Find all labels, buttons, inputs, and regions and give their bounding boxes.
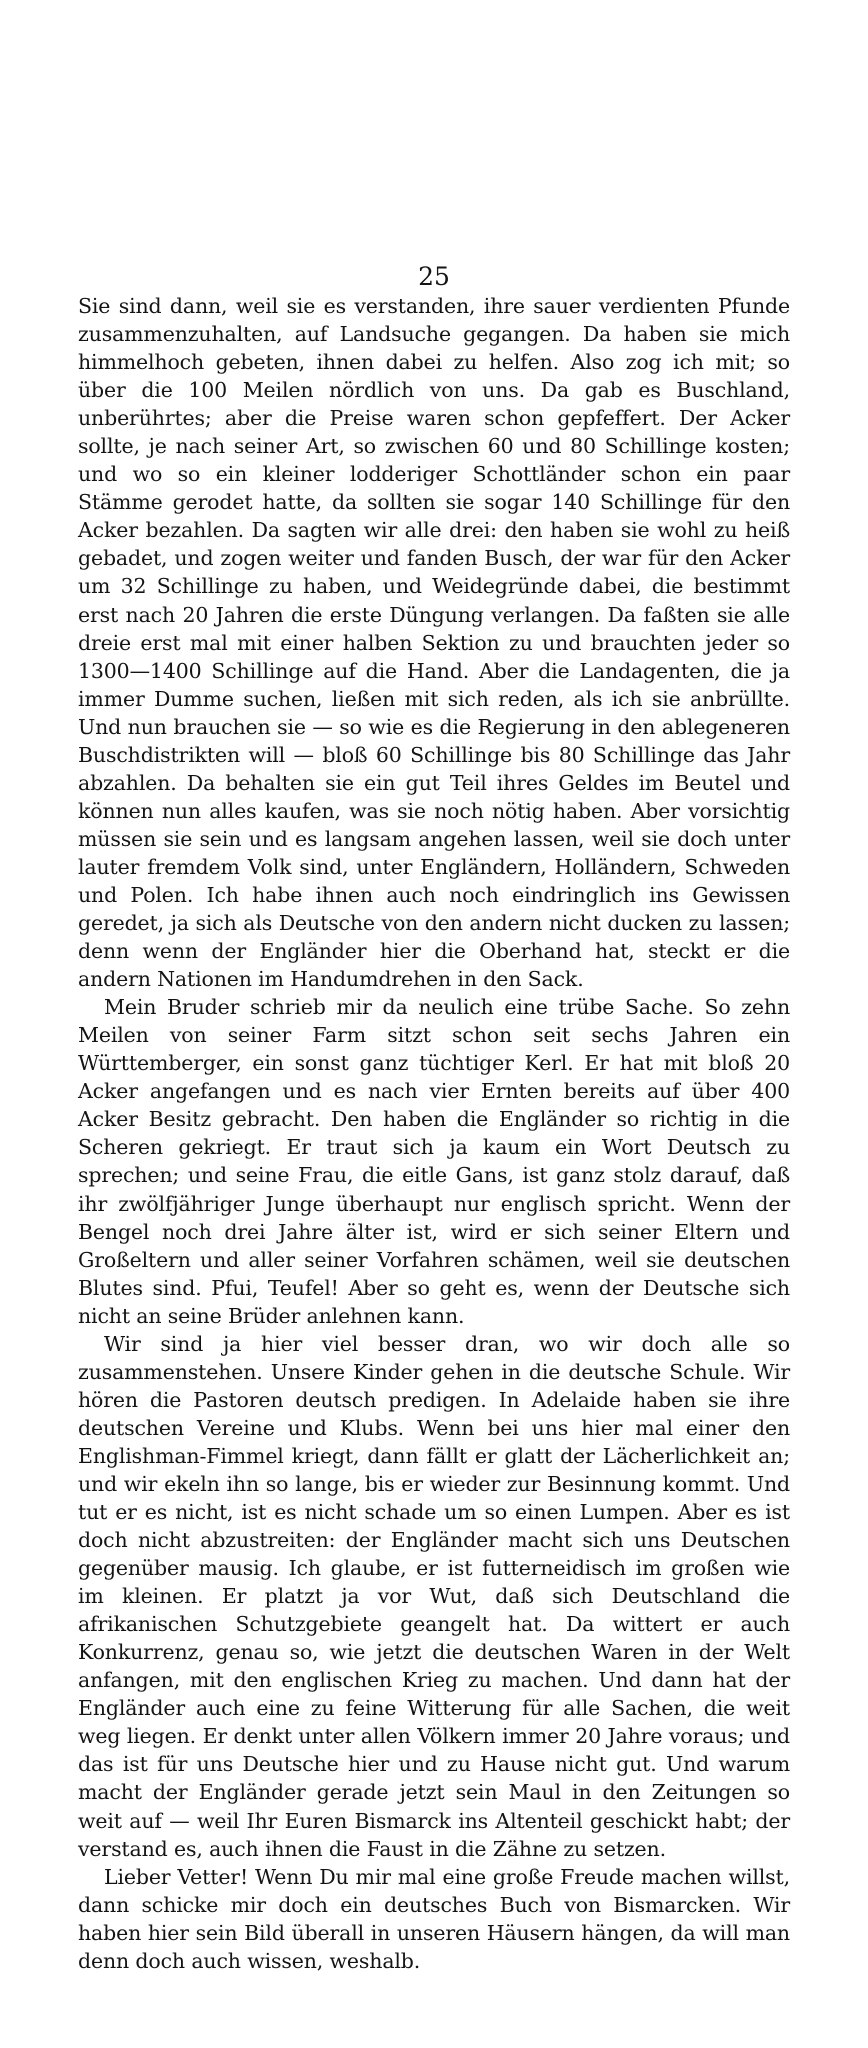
body-text [78,292,790,1975]
page-number: 25 [418,262,450,291]
paragraph-germans-together: Wir sind ja hier viel besser dran, wo wir doch alle so zusammenstehen. Unsere Kinder gehen in die deutsche Schule. Wir hören die Pastoren deutsch predigen. In Adelaide haben sie ihre deutschen Vereine und Klubs. Wenn bei uns hier mal einer den Englishman-Fimmel kriegt, dann fällt er glatt der Lächerlichkeit an; und wir ekeln ihn so lange, bis er wieder zur Besinnung kommt. Und tut er es nicht, ist es nicht schade um so einen Lumpen. Aber es ist doch nicht abzustreiten: der Engländer macht sich uns Deutschen gegenüber mausig. Ich glaube, er ist futterneidisch im großen wie im kleinen. Er platzt ja vor Wut, daß sich Deutschland die afrikanischen Schutzgebiete geangelt hat. Da wittert er auch Konkurrenz, genau so, wie jetzt die deutschen Waren in der Welt anfangen, mit den englischen Krieg zu machen. Und dann hat der Engländer auch eine zu feine Witterung für alle Sachen, die weit weg liegen. Er denkt unter allen Völkern immer 20 Jahre voraus; und das ist für uns Deutsche hier und zu Hause nicht gut. Und warum macht der Engländer gerade jetzt sein Maul in den Zeitungen so weit auf — weil Ihr Euren Bismarck ins Altenteil geschickt habt; der verstand es, auch ihnen die Faust in die Zähne zu setzen. [78,1331,790,1861]
paragraph-bismarck-request: Lieber Vetter! Wenn Du mir mal eine große Freude machen willst, dann schicke mir doch ein deutsches Buch von Bismarcken. Wir haben hier sein Bild überall in unseren Häusern hängen, da will man denn doch auch wissen, weshalb. [78,1864,790,1973]
paragraph-land-search: Sie sind dann, weil sie es verstanden, ihre sauer verdienten Pfunde zusammenzuhalten, auf Landsuche gegangen. Da haben sie mich himmelhoch gebeten, ihnen dabei zu helfen. Also zog ich mit; so über die 100 Meilen nördlich von uns. Da gab es Buschland, unberührtes; aber die Preise waren schon gepfeffert. Der Acker sollte, je nach seiner Art, so zwischen 60 und 80 Schillinge kosten; und wo so ein kleiner lodderiger Schottländer schon ein paar Stämme gerodet hatte, da sollten sie sogar 140 Schillinge für den Acker bezahlen. Da sagten wir alle drei: den haben sie wohl zu heiß gebadet, und zogen weiter und fanden Busch, der war für den Acker um 32 Schillinge zu haben, und Weidegründe dabei, die bestimmt erst nach 20 Jahren die erste Düngung verlangen. Da faßten sie alle dreie erst mal mit einer halben Sektion zu und brauchten jeder so 1300—1400 Schillinge auf die Hand. Aber die Landagenten, die ja immer Dumme suchen, ließen mit sich reden, als ich sie anbrüllte. Und nun brauchen sie — so wie es die Regierung in den ablegeneren Buschdistrikten will — bloß 60 Schillinge bis 80 Schillinge das Jahr abzahlen. Da behalten sie ein gut Teil ihres Geldes im Beutel und können nun alles kaufen, was sie noch nötig haben. Aber vorsichtig müssen sie sein und es langsam angehen lassen, weil sie doch unter lauter fremdem Volk sind, unter Engländern, Holländern, Schweden und Polen. Ich habe ihnen auch noch eindringlich ins Gewissen geredet, ja sich als Deutsche von den andern nicht ducken zu lassen; denn wenn der Engländer hier die Oberhand hat, steckt er die andern Nationen im Handumdrehen in den Sack. [78,294,790,992]
paragraph-brother-letter: Mein Bruder schrieb mir da neulich eine trübe Sache. So zehn Meilen von seiner Farm sitzt schon seit sechs Jahren ein Württemberger, ein sonst ganz tüchtiger Kerl. Er hat mit bloß 20 Acker angefangen und es nach vier Ernten bereits auf über 400 Acker Besitz gebracht. Den haben die Engländer so richtig in die Scheren gekriegt. Er traut sich ja kaum ein Wort Deutsch zu sprechen; und seine Frau, die eitle Gans, ist ganz stolz darauf, daß ihr zwölfjähriger Junge überhaupt nur englisch spricht. Wenn der Bengel noch drei Jahre älter ist, wird er sich seiner Eltern und Großeltern und aller seiner Vorfahren schämen, weil sie deutschen Blutes sind. Pfui, Teufel! Aber so geht es, wenn der Deutsche sich nicht an seine Brüder anlehnen kann. [78,995,790,1328]
